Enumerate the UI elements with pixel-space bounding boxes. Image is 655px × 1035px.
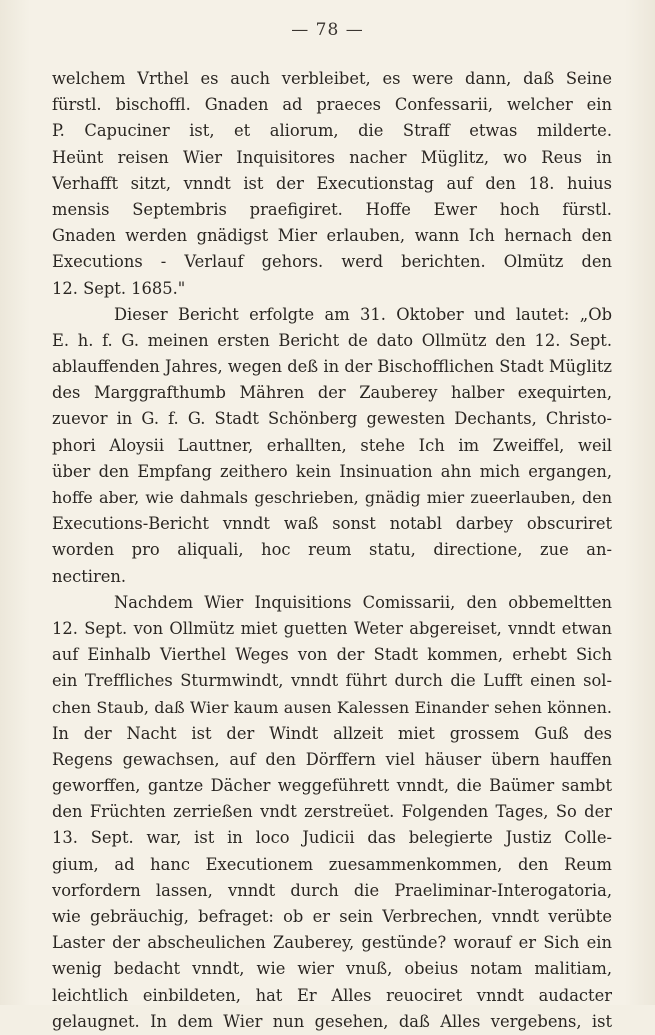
text-line: zuevor in G. f. G. Stadt Schönberg gewesten Dechants, Christo- — [52, 409, 612, 429]
text-line: Executions-Bericht vnndt waß sonst notabl darbey obscuriret — [52, 514, 612, 534]
text-line: wie gebräuchig, befraget: ob er sein Verbrechen, vnndt verübte — [52, 907, 612, 926]
text-line: Executions - Verlauf gehors. werd berichten. Olmütz den — [52, 252, 612, 272]
body-text — [52, 66, 612, 1035]
text-line: fürstl. bischoffl. Gnaden ad praeces Confessarii, welcher ein — [52, 95, 612, 115]
text-line: des Marggrafthumb Mähren der Zauberey halber exequirten, — [52, 383, 612, 403]
text-line: nectiren. — [52, 566, 127, 586]
text-line: phori Aloysii Lauttner, erhallten, stehe Ich im Zweiffel, weil — [52, 435, 612, 455]
text-line: welchem Vrthel es auch verbleibet, es were dann, daß Seine — [52, 69, 612, 88]
text-line: Heünt reisen Wier Inquisitores nacher Müglitz, wo Reus in — [52, 147, 612, 167]
text-line: E. h. f. G. meinen ersten Bericht de dato Ollmütz den 12. Sept. — [52, 330, 612, 350]
text-line: 12. Sept. von Ollmütz miet guetten Weter abgereiset, vnndt etwan — [52, 618, 612, 638]
text-line: 12. Sept. 1685." — [52, 278, 186, 298]
text-line: Gnaden werden gnädigst Mier erlauben, wann Ich hernach den — [52, 226, 612, 246]
text-line: mensis Septembris praefigiret. Hoffe Ewer hoch fürstl. — [52, 199, 612, 219]
text-line: über den Empfang zeithero kein Insinuation ahn mich ergangen, — [52, 461, 612, 481]
text-line: P. Capuciner ist, et aliorum, die Straff etwas milderte. — [52, 121, 612, 141]
text-line: gelaugnet. In dem Wier nun gesehen, daß Alles vergebens, ist — [52, 1011, 612, 1031]
text-line: vorfordern lassen, vnndt durch die Praeliminar-Interogatoria, — [52, 880, 612, 900]
page-number: — 78 — — [291, 20, 364, 40]
text-line: chen Staub, daß Wier kaum ausen Kalessen Einander sehen können. — [52, 697, 612, 717]
text-line: Nachdem Wier Inquisitions Comissarii, den obbemeltten — [114, 592, 612, 612]
text-line: Dieser Bericht erfolgte am 31. Oktober und lautet: „Ob — [114, 304, 612, 324]
text-line: In der Nacht ist der Windt allzeit miet grossem Guß des — [52, 723, 612, 743]
text-line: den Früchten zerrießen vndt zerstreüet. Folgenden Tages, So der — [52, 802, 612, 822]
text-line: ein Treffliches Sturmwindt, vnndt führt durch die Lufft einen sol- — [52, 671, 612, 691]
text-line: ablauffenden Jahres, wegen deß in der Bischofflichen Stadt Müglitz — [52, 357, 612, 377]
text-line: hoffe aber, wie dahmals geschrieben, gnädig mier zueerlauben, den — [52, 488, 612, 507]
text-line: leichtlich einbildeten, hat Er Alles reuociret vnndt audacter — [52, 985, 612, 1005]
text-line: Laster der abscheulichen Zauberey, gestünde? worauf er Sich ein — [52, 933, 612, 953]
text-line: gium, ad hanc Executionem zuesammenkommen, den Reum — [52, 854, 612, 874]
text-line: Regens gewachsen, auf den Dörffern viel häuser übern hauffen — [52, 749, 612, 769]
text-line: worden pro aliquali, hoc reum statu, directione, zue an- — [52, 540, 612, 560]
text-line: geworffen, gantze Dächer weggeführett vnndt, die Baümer sambt — [52, 776, 612, 796]
text-line: auf Einhalb Vierthel Weges von der Stadt kommen, erhebt Sich — [52, 645, 612, 665]
text-line: wenig bedacht vnndt, wie wier vnuß, obeius notam malitiam, — [52, 959, 612, 979]
text-line: 13. Sept. war, ist in loco Judicii das belegierte Justiz Colle- — [52, 828, 612, 848]
text-line: Verhafft sitzt, vnndt ist der Executionstag auf den 18. huius — [52, 173, 612, 193]
